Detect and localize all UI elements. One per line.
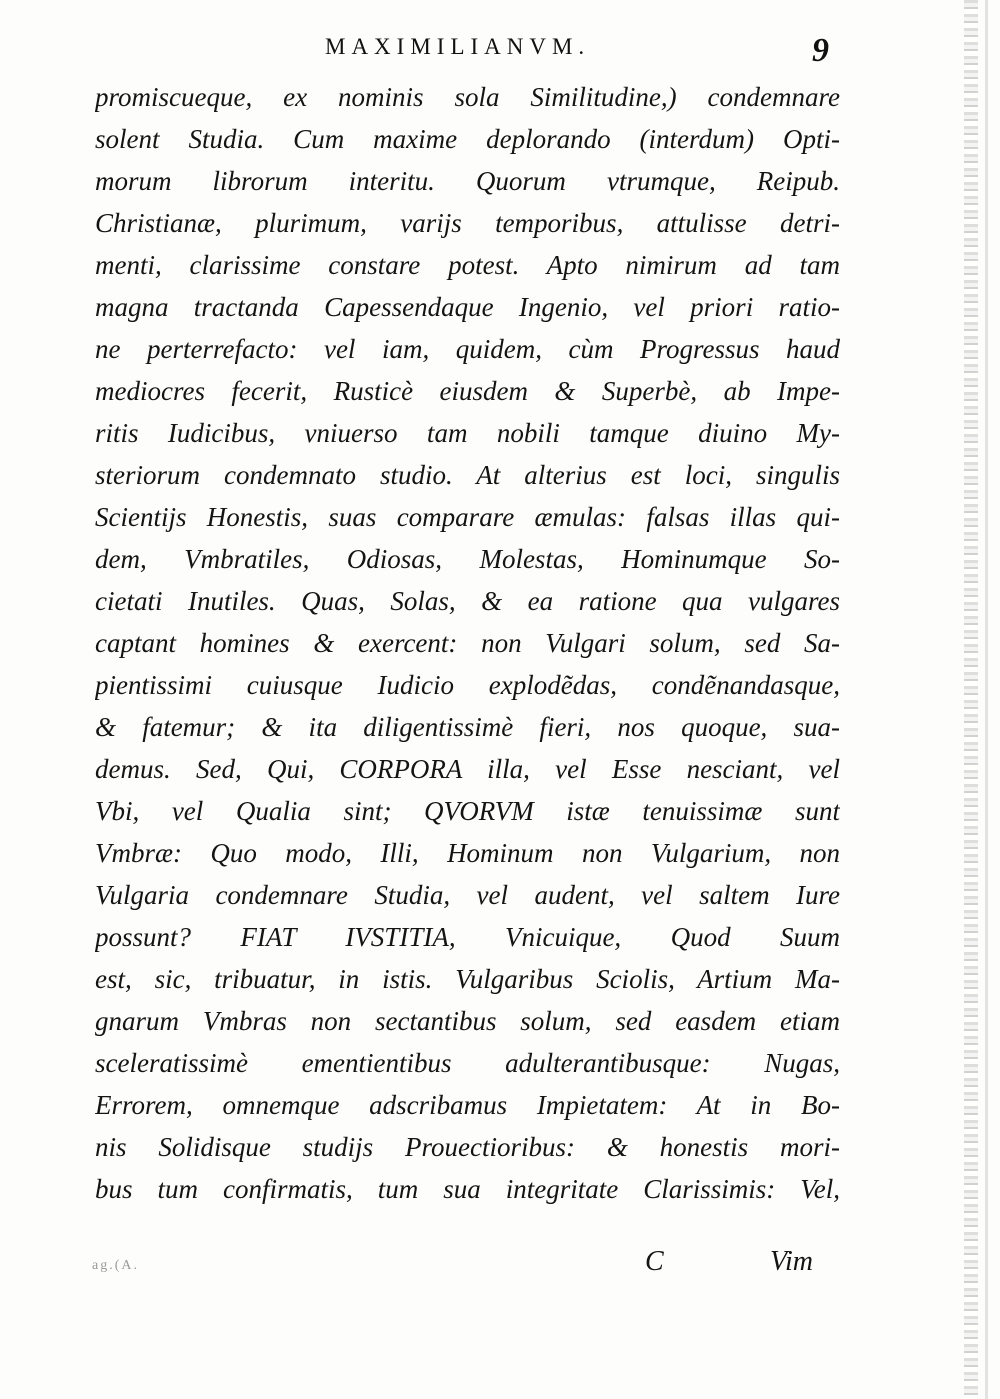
text-line: & fatemur; & ita diligentissimè fieri, nos quoque, sua- [95, 712, 840, 742]
text-line: solent Studia. Cum maxime deplorando (interdum) Opti- [95, 124, 840, 154]
text-line: mediocres fecerit, Rusticè eiusdem & Superbè, ab Impe- [95, 376, 840, 406]
text-line: ritis Iudicibus, vniuerso tam nobili tamque diuino My- [95, 418, 840, 448]
text-line: est, sic, tribuatur, in istis. Vulgaribus Sciolis, Artium Ma- [95, 964, 840, 994]
page-number: 9 [812, 32, 829, 69]
text-line: nis Solidisque studijs Prouectioribus: & honestis mori- [95, 1132, 840, 1162]
text-line: demus. Sed, Qui, CORPORA illa, vel Esse nesciant, vel [95, 754, 840, 784]
text-line: promiscueque, ex nominis sola Similitudine,) condemnare [95, 82, 840, 112]
catchword: Vim [770, 1246, 814, 1277]
text-line: ne perterrefacto: vel iam, quidem, cùm Progressus haud [95, 334, 840, 364]
body-text [95, 76, 840, 1210]
text-line: cietati Inutiles. Quas, Solas, & ea ratione qua vulgares [95, 586, 840, 616]
text-line: Christianæ, plurimum, varijs temporibus, attulisse detri- [95, 208, 840, 238]
text-line: Vmbræ: Quo modo, Illi, Hominum non Vulgarium, non [95, 838, 840, 868]
text-line: Scientijs Honestis, suas comparare æmulas: falsas illas qui- [95, 502, 840, 532]
margin-smudge: ag.(A. [92, 1258, 139, 1273]
signature-mark: C [645, 1246, 664, 1277]
text-line: menti, clarissime constare potest. Apto nimirum ad tam [95, 250, 840, 280]
text-line: dem, Vmbratiles, Odiosas, Molestas, Hominumque So- [95, 544, 840, 574]
text-line: possunt? FIAT IVSTITIA, Vnicuique, Quod Suum [95, 922, 840, 952]
text-line: sceleratissimè ementientibus adulterantibusque: Nugas, [95, 1048, 840, 1078]
text-line: steriorum condemnato studio. At alterius est loci, singulis [95, 460, 840, 490]
text-line: pientissimi cuiusque Iudicio explodẽdas, condẽnandasque, [95, 670, 840, 700]
page-edge-shadow [964, 0, 978, 1399]
running-head: MAXIMILIANVM. [325, 34, 591, 59]
text-line: bus tum confirmatis, tum sua integritate Clarissimis: Vel, [95, 1174, 840, 1204]
text-line: Errorem, omnemque adscribamus Impietatem: At in Bo- [95, 1090, 840, 1120]
text-line: Vbi, vel Qualia sint; QVORVM istæ tenuissimæ sunt [95, 796, 840, 826]
text-line: magna tractanda Capessendaque Ingenio, vel priori ratio- [95, 292, 840, 322]
text-line: morum librorum interitu. Quorum vtrumque, Reipub. [95, 166, 840, 196]
text-line: gnarum Vmbras non sectantibus solum, sed easdem etiam [95, 1006, 840, 1036]
page-edge-line [985, 0, 988, 1399]
text-line: Vulgaria condemnare Studia, vel audent, vel saltem Iure [95, 880, 840, 910]
text-line: captant homines & exercent: non Vulgari solum, sed Sa- [95, 628, 840, 658]
